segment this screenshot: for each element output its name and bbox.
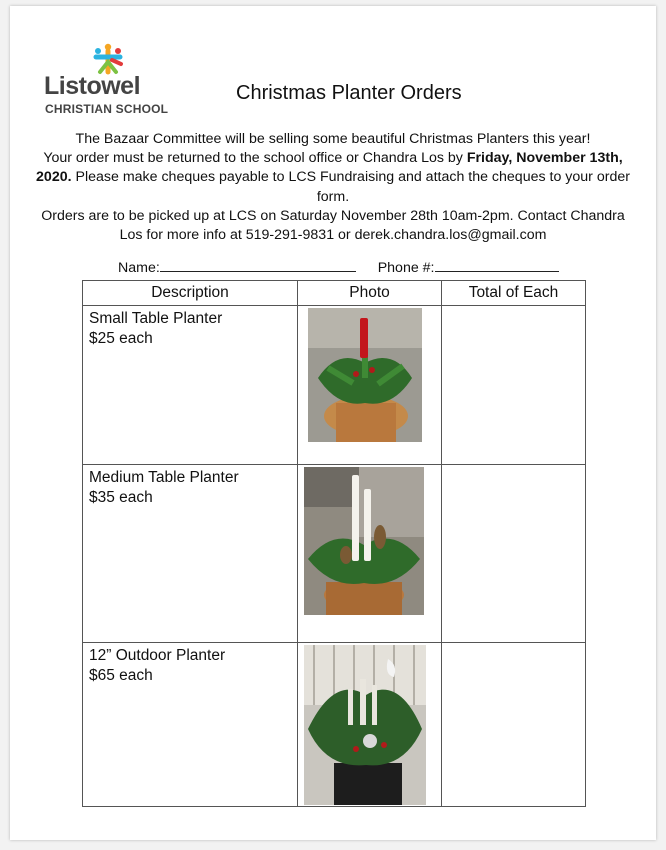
table-row xyxy=(83,643,586,807)
school-logo xyxy=(44,42,184,132)
name-field[interactable] xyxy=(160,259,356,272)
medium-planter-photo xyxy=(304,467,424,615)
item-name: Small Table Planter xyxy=(89,310,223,327)
photo-cell xyxy=(298,465,442,643)
small-planter-photo xyxy=(308,308,422,442)
page-title: Christmas Planter Orders xyxy=(236,82,462,104)
item-price: $65 each xyxy=(89,667,153,684)
intro-line-2 xyxy=(32,149,634,207)
deadline-text: Friday, November 13th, 2020. xyxy=(36,150,623,186)
intro-line-2b: Please make cheques payable to LCS Fundraising and attach the cheques to your order form. xyxy=(71,169,630,205)
item-price: $35 each xyxy=(89,489,153,506)
name-label: Name: xyxy=(118,260,160,276)
header-total: Total of Each xyxy=(442,281,586,306)
description-cell xyxy=(83,643,298,807)
order-table xyxy=(82,280,586,807)
photo-cell xyxy=(298,306,442,465)
table-row xyxy=(83,465,586,643)
total-cell[interactable] xyxy=(442,465,586,643)
description-cell xyxy=(83,306,298,465)
item-name: 12” Outdoor Planter xyxy=(89,647,226,664)
item-name: Medium Table Planter xyxy=(89,469,239,486)
intro-text xyxy=(32,130,634,245)
phone-label: Phone #: xyxy=(377,260,435,276)
order-form-page xyxy=(10,6,656,840)
total-cell[interactable] xyxy=(442,306,586,465)
outdoor-planter-photo xyxy=(304,645,426,805)
table-header-row xyxy=(83,281,586,306)
intro-line-3: Orders are to be picked up at LCS on Saturday November 28th 10am-2pm. Contact Chandra Los for more info at 519-291-9831 or derek.chandra.los@gmail.com xyxy=(41,207,625,244)
contact-fields xyxy=(118,259,559,276)
intro-line-2a: Your order must be returned to the school office or Chandra Los by xyxy=(43,150,467,167)
photo-cell xyxy=(298,643,442,807)
total-cell[interactable] xyxy=(442,643,586,807)
intro-line-1: The Bazaar Committee will be selling some beautiful Christmas Planters this year! xyxy=(75,131,591,147)
table-row xyxy=(83,306,586,465)
item-price: $25 each xyxy=(89,330,153,347)
header-description: Description xyxy=(83,281,298,306)
logo-subtitle: CHRISTIAN SCHOOL xyxy=(45,102,169,116)
header-photo: Photo xyxy=(298,281,442,306)
logo-name: Listowel xyxy=(44,72,141,100)
description-cell xyxy=(83,465,298,643)
phone-field[interactable] xyxy=(435,259,559,272)
